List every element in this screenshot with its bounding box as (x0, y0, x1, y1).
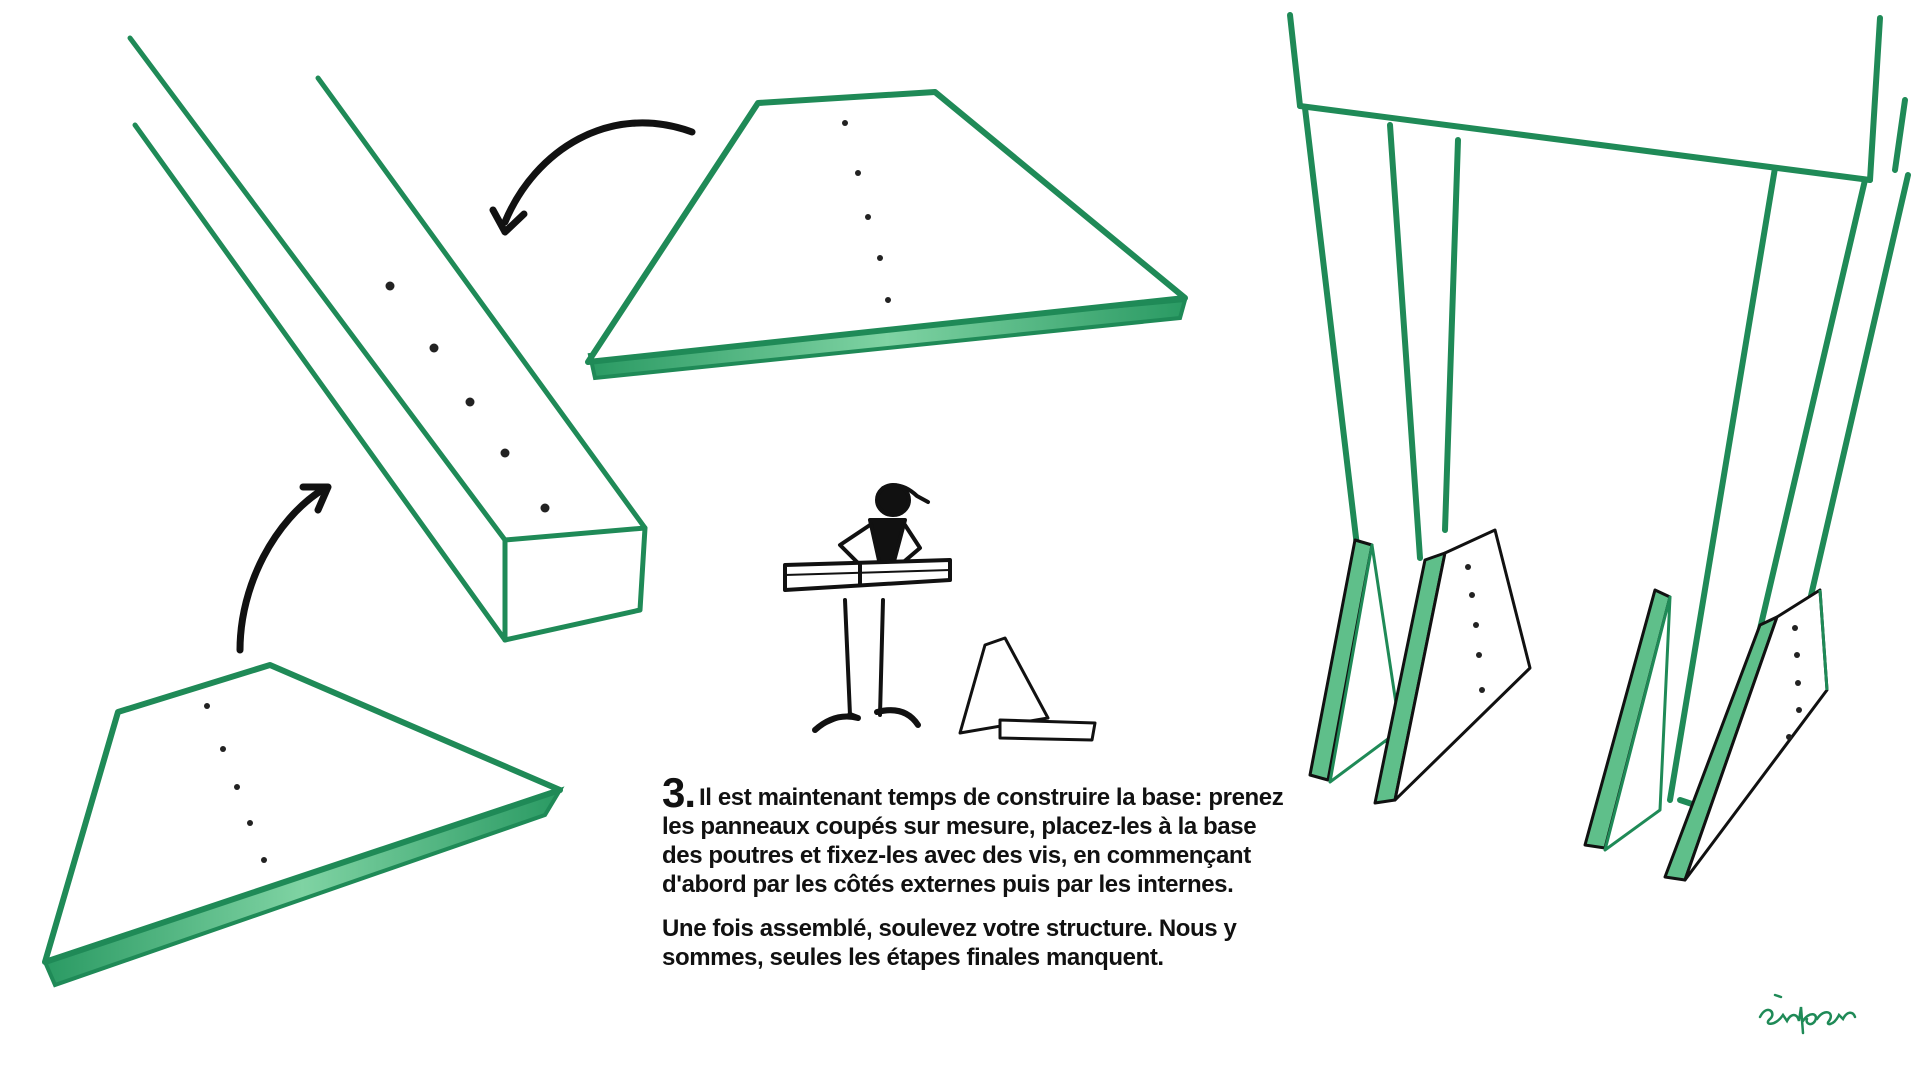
stick-figure (785, 485, 950, 730)
arrow-bottom (240, 487, 328, 650)
top-panel (588, 92, 1185, 378)
arrow-top (493, 123, 692, 232)
step-number: 3. (662, 769, 696, 816)
instruction-text (662, 769, 1302, 987)
paragraph-1-text: Il est maintenant temps de construire la base: prenez les panneaux coupés sur mesure, placez-les à la base des poutres et fixez-les avec des vis, en commençant d'abord par les côtés externes puis par les internes. (662, 784, 1284, 898)
screw-holes (386, 282, 550, 513)
small-panel-sketch (960, 638, 1095, 740)
leg-panels (1310, 530, 1827, 880)
bottom-panel (45, 665, 560, 985)
artist-signature (1755, 985, 1875, 1035)
beam (130, 38, 645, 640)
instruction-paragraph-1 (662, 769, 1302, 899)
instruction-paragraph-2: Une fois assemblé, soulevez votre structure. Nous y sommes, seules les étapes finales manquent. (662, 915, 1237, 971)
